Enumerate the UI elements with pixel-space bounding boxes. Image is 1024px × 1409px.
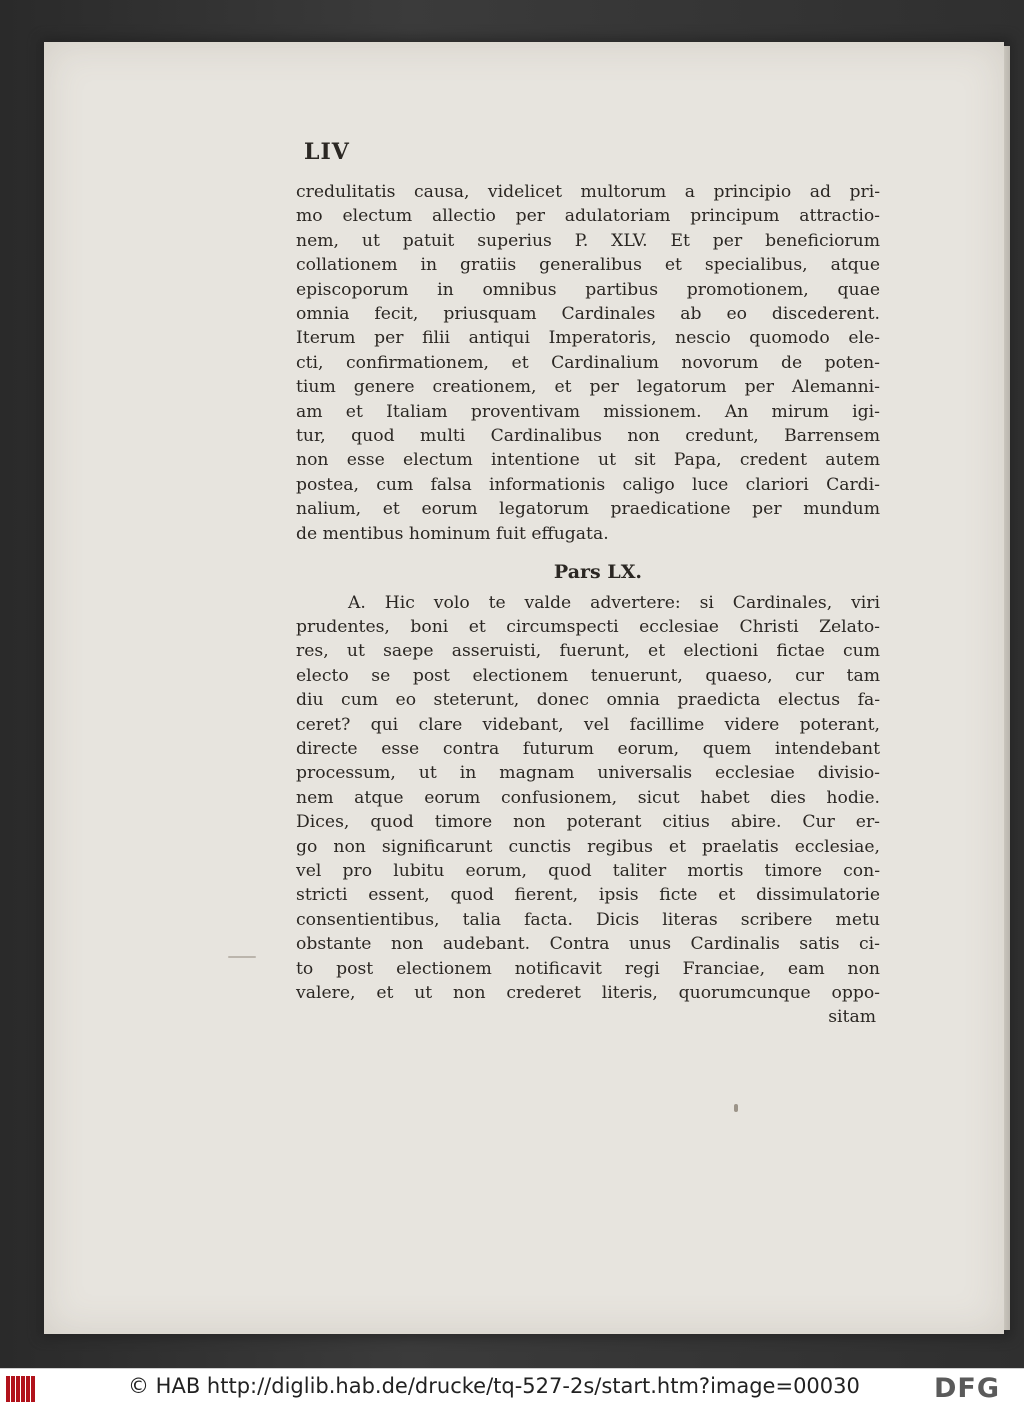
text-line: nalium, et eorum legatorum praedicatione per mundum <box>296 499 880 520</box>
text-line: episcoporum in omnibus partibus promotionem, quae <box>296 279 880 300</box>
text-line: nem, ut patuit superius P. XLV. Et per beneficiorum <box>296 230 880 251</box>
paper-speck <box>228 956 256 958</box>
text-line: mo electum allectio per adulatoriam principum attractio- <box>296 206 880 227</box>
citation-link[interactable]: © HAB http://diglib.hab.de/drucke/tq-527-2s/start.htm?image=00030 <box>128 1374 860 1398</box>
dfg-logo[interactable]: DFG <box>934 1373 1001 1404</box>
text-line: prudentes, boni et circumspecti ecclesiae Christi Zelato- <box>296 616 880 637</box>
text-line: postea, cum falsa informationis caligo luce clariori Cardi- <box>296 474 880 495</box>
text-line: res, ut saepe asseruisti, fuerunt, et electioni fictae cum <box>296 641 880 662</box>
text-line: nem atque eorum confusionem, sicut habet dies hodie. <box>296 787 880 808</box>
text-line: Iterum per filii antiqui Imperatoris, nescio quomodo ele- <box>296 328 880 349</box>
paper-speck <box>734 1104 738 1112</box>
text-line: credulitatis causa, videlicet multorum a principio ad pri- <box>296 182 880 202</box>
text-line: valere, et ut non crederet literis, quorumcunque oppo- <box>296 983 880 1003</box>
text-line: consentientibus, talia facta. Dicis literas scribere metu <box>296 909 880 930</box>
page-text <box>296 140 880 1030</box>
paragraph-before <box>296 180 880 546</box>
paragraph-after <box>296 591 880 1006</box>
text-line: obstante non audebant. Contra unus Cardinalis satis ci- <box>296 934 880 955</box>
text-line: Dices, quod timore non poterant citius abire. Cur er- <box>296 812 880 833</box>
text-line: A. Hic volo te valde advertere: si Cardinales, viri <box>348 592 880 613</box>
text-line: to post electionem notificavit regi Franciae, eam non <box>296 958 880 979</box>
section-heading: Pars LX. <box>553 561 643 584</box>
text-line: directe esse contra futurum eorum, quem intendebant <box>296 738 880 759</box>
text-line: tur, quod multi Cardinalibus non credunt, Barrensem <box>296 426 880 447</box>
hab-logo-icon[interactable] <box>6 1376 38 1402</box>
text-line: stricti essent, quod fierent, ipsis ficte et dissimulatorie <box>296 885 880 906</box>
text-line: am et Italiam proventivam missionem. An mirum igi- <box>296 401 880 422</box>
text-line: processum, ut in magnam universalis ecclesiae divisio- <box>296 763 880 784</box>
catchword: sitam <box>828 1007 876 1028</box>
text-line: non esse electum intentione ut sit Papa, credent autem <box>296 450 880 471</box>
text-line: collationem in gratiis generalibus et specialibus, atque <box>296 255 880 276</box>
text-line: de mentibus hominum fuit effugata. <box>296 523 609 544</box>
text-line: cti, confirmationem, et Cardinalium novorum de poten- <box>296 352 880 373</box>
text-line: vel pro lubitu eorum, quod taliter mortis timore con- <box>296 860 880 881</box>
text-line: tium genere creationem, et per legatorum per Alemanni- <box>296 377 880 398</box>
text-line: go non significarunt cunctis regibus et praelatis ecclesiae, <box>296 836 880 857</box>
text-line: electo se post electionem tenuerunt, quaeso, cur tam <box>296 665 880 686</box>
viewer-footer <box>0 1368 1024 1409</box>
page-number: LIV <box>304 139 350 165</box>
text-line: omnia fecit, priusquam Cardinales ab eo discederent. <box>296 304 880 325</box>
text-line: diu cum eo steterunt, donec omnia praedicta electus fa- <box>296 690 880 711</box>
text-line: ceret? qui clare videbant, vel facillime videre poterant, <box>296 714 880 735</box>
